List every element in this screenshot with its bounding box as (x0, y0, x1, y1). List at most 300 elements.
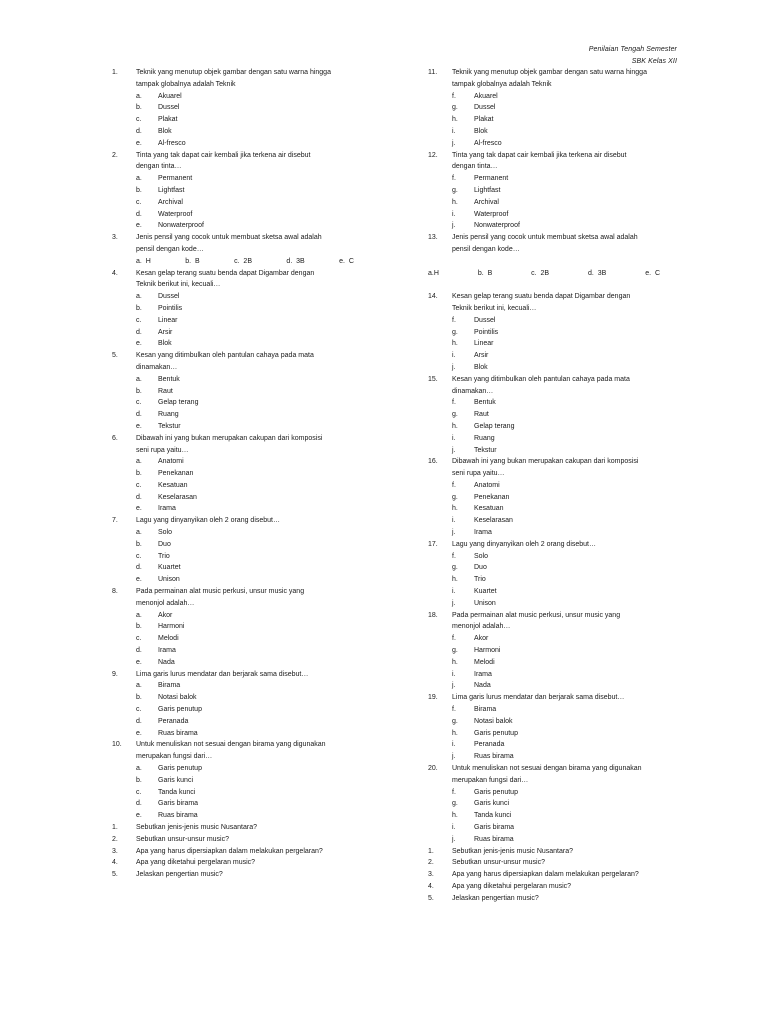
question-line (112, 79, 374, 91)
option-text: Kuartet (158, 564, 181, 572)
question-number: 14. (428, 293, 438, 301)
answer-option (112, 633, 374, 645)
option-text: Anatomi (158, 458, 184, 466)
answer-option (428, 114, 690, 126)
option-letter: e. (136, 340, 142, 348)
question-line (428, 692, 690, 704)
answer-option (428, 645, 690, 657)
option-letter: e. (136, 812, 142, 820)
option-text: Tekstur (158, 422, 181, 430)
question-line (428, 150, 690, 162)
option-letter: d. (136, 411, 142, 419)
answer-option (112, 810, 374, 822)
option-letter: b. (136, 104, 142, 112)
question-number: 18. (428, 611, 438, 619)
question-line (428, 79, 690, 91)
answer-option (645, 268, 660, 280)
option-text: Melodi (474, 658, 495, 666)
question-number: 19. (428, 694, 438, 702)
option-letter: b. (136, 186, 142, 194)
option-text: B (194, 257, 200, 265)
answer-option (112, 374, 374, 386)
option-letter: i. (452, 210, 456, 218)
essay-number: 2. (112, 835, 118, 843)
question-item (112, 67, 374, 150)
answer-option (112, 492, 374, 504)
option-text: Kesatuan (474, 505, 504, 513)
option-letter: e. (645, 269, 652, 277)
question-line (112, 445, 374, 457)
option-letter: a. (136, 682, 142, 690)
option-letter: d. (136, 564, 142, 572)
answer-option (428, 728, 690, 740)
question-number (112, 362, 136, 374)
answer-option (112, 562, 374, 574)
question-line (112, 751, 374, 763)
answer-option (112, 645, 374, 657)
option-text: Tanda kunci (474, 812, 512, 820)
option-text: Tanda kunci (158, 788, 196, 796)
question-text: pensil dengan kode… (452, 245, 520, 253)
essay-question (112, 834, 374, 846)
option-text: Nada (474, 682, 491, 690)
answer-option (428, 480, 690, 492)
option-letter: d. (136, 328, 142, 336)
question-item (112, 150, 374, 233)
answer-option (428, 787, 690, 799)
option-text: Notasi balok (158, 694, 197, 702)
essay-text: Apa yang diketahui pergelaran music? (452, 882, 572, 890)
option-letter: f. (452, 552, 456, 560)
option-text: Duo (474, 564, 487, 572)
answer-option (112, 456, 374, 468)
option-text: Akuarel (158, 92, 182, 100)
option-text: Al-fresco (158, 139, 186, 147)
option-letter: b. (136, 304, 142, 312)
option-letter: h. (452, 198, 458, 206)
option-letter: e. (136, 729, 142, 737)
option-letter: f. (452, 316, 456, 324)
option-text: Keselarasan (474, 517, 513, 525)
option-text: Trio (158, 552, 170, 560)
option-text: Dussel (158, 104, 180, 112)
essay-question (112, 869, 374, 881)
option-letter: e. (136, 139, 142, 147)
option-letter: i. (452, 517, 456, 525)
option-text: Solo (158, 529, 173, 537)
option-letter: f. (452, 788, 456, 796)
essay-text: Apa yang harus dipersiapkan dalam melakukan pergelaran? (136, 847, 323, 855)
option-letter: a. (136, 257, 142, 265)
answer-option (428, 680, 690, 692)
essay-question (428, 881, 690, 893)
answer-option (112, 728, 374, 740)
right-column (428, 67, 690, 905)
option-letter: d. (136, 800, 142, 808)
answer-option (234, 256, 252, 268)
option-letter: g. (452, 717, 458, 725)
question-number: 7. (112, 517, 118, 525)
option-letter: b. (185, 257, 192, 265)
answer-option (428, 138, 690, 150)
option-letter: d. (587, 269, 594, 277)
question-number: 9. (112, 670, 118, 678)
question-item (112, 586, 374, 669)
option-text: Anatomi (474, 481, 500, 489)
answer-option (112, 197, 374, 209)
answer-option (112, 209, 374, 221)
question-number: 2. (112, 151, 118, 159)
question-text: Lagu yang dinyanyikan oleh 2 orang disebut… (136, 517, 280, 525)
answer-option (428, 657, 690, 669)
answer-option (112, 397, 374, 409)
answer-option (428, 362, 690, 374)
question-item (112, 515, 374, 586)
option-letter: d. (136, 493, 142, 501)
option-text: Archival (474, 198, 499, 206)
answer-option (428, 327, 690, 339)
spacer (428, 256, 690, 268)
option-text: B (487, 269, 493, 277)
answer-option (428, 102, 690, 114)
question-number (428, 244, 452, 256)
option-letter: c. (136, 481, 142, 489)
option-letter: j. (452, 222, 456, 230)
question-text: pensil dengan kode… (136, 245, 204, 253)
question-text: Teknik yang menutup objek gambar dengan satu warna hingga (136, 69, 331, 76)
question-line (428, 374, 690, 386)
option-text: Garis kunci (474, 800, 510, 808)
question-line (428, 775, 690, 787)
question-number: 12. (428, 151, 438, 159)
option-letter: i. (452, 824, 456, 831)
answer-option (478, 268, 492, 280)
option-letter: j. (452, 139, 456, 147)
essay-question (428, 846, 690, 858)
answer-option (428, 397, 690, 409)
option-letter: c. (136, 788, 142, 796)
answer-option (428, 586, 690, 598)
option-text: Unison (474, 599, 496, 607)
essay-number: 3. (428, 871, 434, 879)
option-text: Birama (158, 682, 181, 690)
option-text: Garis penutup (158, 765, 202, 773)
option-letter: j. (452, 753, 456, 761)
question-text: Teknik berikut ini, kecuali… (452, 304, 537, 312)
option-text: C (654, 269, 660, 277)
option-letter: d. (136, 717, 142, 725)
option-text: Melodi (158, 635, 179, 643)
question-line (428, 763, 690, 775)
question-item (112, 268, 374, 351)
answer-option (112, 102, 374, 114)
option-text: Garis penutup (474, 729, 518, 737)
option-letter: j. (452, 529, 456, 537)
question-text: menonjol adalah… (136, 599, 195, 607)
question-number (428, 303, 452, 315)
option-letter: h. (452, 505, 458, 513)
option-letter: c. (136, 399, 142, 407)
option-text: Plakat (158, 116, 178, 124)
option-text: Bentuk (158, 375, 180, 383)
option-letter: a. (136, 175, 142, 183)
option-letter: f. (452, 635, 456, 643)
question-number (428, 386, 452, 398)
question-item (428, 150, 690, 233)
page-header (589, 44, 677, 68)
option-text: 3B (296, 257, 305, 265)
option-text: Ruang (474, 434, 495, 442)
option-text: Pointilis (158, 304, 183, 312)
question-text: Untuk menuliskan not sesuai dengan birama yang digunakan (136, 741, 326, 749)
answer-option (428, 798, 690, 810)
question-text: menonjol adalah… (452, 623, 511, 631)
option-letter: h. (452, 812, 458, 820)
option-text: Kesatuan (158, 481, 188, 489)
question-item (428, 291, 690, 374)
question-text: Lagu yang dinyanyikan oleh 2 orang disebut… (452, 540, 596, 548)
option-text: Harmoni (158, 623, 185, 631)
essay-text: Apa yang harus dipersiapkan dalam melakukan pergelaran? (452, 871, 639, 879)
answer-option (428, 421, 690, 433)
option-text: Irama (158, 647, 176, 655)
option-text: Arsir (474, 352, 489, 360)
essay-text: Sebutkan jenis-jenis music Nusantara? (452, 847, 574, 855)
option-letter: f. (452, 175, 456, 183)
question-text: Tinta yang tak dapat cair kembali jika terkena air disebut (452, 151, 627, 159)
option-text: Irama (158, 505, 176, 513)
option-text: Penekanan (158, 470, 194, 478)
option-letter: e. (339, 257, 345, 265)
answer-option (428, 739, 690, 751)
option-letter: f. (452, 399, 456, 407)
question-line (428, 303, 690, 315)
option-text: Garis kunci (158, 776, 194, 784)
question-number: 8. (112, 588, 118, 596)
option-text: H (433, 269, 439, 277)
answer-option (428, 716, 690, 728)
option-letter: e. (136, 576, 142, 584)
question-number: 16. (428, 458, 438, 466)
question-number (112, 751, 136, 763)
option-letter: c. (136, 198, 142, 206)
question-text: Untuk menuliskan not sesuai dengan birama yang digunakan (452, 765, 642, 773)
question-number: 17. (428, 540, 438, 548)
option-letter: h. (452, 116, 458, 124)
essay-text: Sebutkan jenis-jenis music Nusantara? (136, 824, 258, 831)
answer-option (428, 562, 690, 574)
option-text: Ruang (158, 411, 179, 419)
essay-number: 4. (112, 859, 118, 867)
question-number (428, 775, 452, 787)
question-line (428, 621, 690, 633)
option-letter: i. (452, 670, 456, 678)
answer-option (112, 338, 374, 350)
question-text: Pada permainan alat music perkusi, unsur music yang (452, 611, 621, 619)
question-line (428, 244, 690, 256)
answer-option (112, 551, 374, 563)
option-text: Permanent (158, 175, 193, 183)
option-text: Garis penutup (158, 706, 202, 714)
answer-option (588, 268, 606, 280)
answer-option (286, 256, 304, 268)
option-letter: i. (452, 588, 456, 596)
answer-option (112, 787, 374, 799)
inline-options (112, 256, 374, 268)
option-text: Trio (474, 576, 486, 584)
option-letter: g. (452, 493, 458, 501)
essay-text: Sebutkan unsur-unsur music? (136, 835, 229, 843)
answer-option (428, 669, 690, 681)
answer-option (428, 173, 690, 185)
option-text: H (145, 257, 151, 265)
option-text: Blok (474, 363, 488, 371)
option-text: Garis birama (474, 824, 515, 831)
option-letter: d. (136, 647, 142, 655)
question-line (112, 598, 374, 610)
answer-option (112, 680, 374, 692)
option-text: Irama (474, 670, 492, 678)
option-text: Gelap terang (474, 422, 515, 430)
question-item (428, 763, 690, 846)
question-number (428, 621, 452, 633)
option-text: Peranada (474, 741, 505, 749)
answer-option (112, 185, 374, 197)
option-text: Harmoni (474, 647, 501, 655)
question-line (428, 610, 690, 622)
question-text: dinamakan… (452, 387, 494, 395)
answer-option (428, 409, 690, 421)
option-letter: i. (452, 741, 456, 749)
option-letter: a. (136, 293, 142, 301)
answer-option (112, 91, 374, 103)
answer-option (112, 704, 374, 716)
question-item (112, 350, 374, 433)
option-text: Al-fresco (474, 139, 502, 147)
question-text: merupakan fungsi dari… (452, 776, 529, 784)
question-number (428, 79, 452, 91)
answer-option (112, 303, 374, 315)
answer-option (112, 173, 374, 185)
answer-option (112, 409, 374, 421)
option-text: Solo (474, 552, 489, 560)
question-text: Jenis pensil yang cocok untuk membuat sketsa awal adalah (452, 234, 638, 242)
question-item (428, 67, 690, 150)
option-text: Lightfast (474, 186, 501, 194)
answer-option (428, 503, 690, 515)
question-text: Kesan yang ditimbulkan oleh pantulan cahaya pada mata (452, 375, 630, 383)
answer-option (428, 598, 690, 610)
question-text: Dibawah ini yang bukan merupakan cakupan dari komposisi (452, 458, 639, 466)
answer-option (428, 338, 690, 350)
essay-number: 5. (112, 871, 118, 879)
option-text: 2B (243, 257, 252, 265)
question-line (428, 291, 690, 303)
option-text: Blok (474, 127, 488, 135)
answer-option (428, 515, 690, 527)
question-line (112, 268, 374, 280)
option-letter: b. (136, 540, 142, 548)
question-line (428, 161, 690, 173)
option-text: C (348, 257, 354, 265)
option-letter: g. (452, 186, 458, 194)
option-letter: h. (452, 658, 458, 666)
answer-option (112, 421, 374, 433)
option-text: Garis birama (158, 800, 199, 808)
answer-option (112, 138, 374, 150)
essay-number: 2. (428, 859, 434, 867)
question-number (112, 598, 136, 610)
option-letter: j. (452, 363, 456, 371)
option-text: Peranada (158, 717, 189, 725)
answer-option (339, 256, 354, 268)
option-text: Pointilis (474, 328, 499, 336)
answer-option (428, 492, 690, 504)
question-number: 15. (428, 375, 438, 383)
question-line (112, 433, 374, 445)
question-text: Teknik berikut ini, kecuali… (136, 281, 221, 289)
option-text: Ruas birama (474, 835, 514, 843)
question-line (112, 362, 374, 374)
answer-option (112, 114, 374, 126)
answer-option (112, 657, 374, 669)
option-letter: e. (136, 505, 142, 513)
question-text: seni rupa yaitu… (136, 446, 189, 454)
option-letter: a. (136, 611, 142, 619)
answer-option (428, 220, 690, 232)
question-item (428, 456, 690, 539)
question-text: Kesan gelap terang suatu benda dapat Digambar dengan (452, 293, 631, 301)
question-text: Dibawah ini yang bukan merupakan cakupan dari komposisi (136, 434, 323, 442)
answer-option (112, 503, 374, 515)
option-letter: j. (452, 599, 456, 607)
answer-option (112, 621, 374, 633)
essay-number: 1. (428, 847, 434, 855)
answer-option (428, 315, 690, 327)
answer-option (112, 327, 374, 339)
question-item (112, 739, 374, 822)
answer-option (112, 539, 374, 551)
option-letter: c. (531, 269, 537, 277)
option-letter: g. (452, 564, 458, 572)
option-letter: a. (136, 92, 142, 100)
question-item (112, 433, 374, 516)
question-item (428, 610, 690, 693)
essay-question (428, 869, 690, 881)
question-line (112, 161, 374, 173)
option-letter: g. (452, 647, 458, 655)
answer-option (428, 751, 690, 763)
option-text: Irama (474, 529, 492, 537)
option-letter: c. (136, 316, 142, 324)
question-item (112, 232, 374, 267)
question-text: Kesan gelap terang suatu benda dapat Digambar dengan (136, 269, 315, 277)
answer-option (112, 126, 374, 138)
essay-number: 1. (112, 824, 118, 831)
answer-option (112, 291, 374, 303)
option-letter: c. (136, 116, 142, 124)
question-text: merupakan fungsi dari… (136, 753, 213, 761)
answer-option (112, 315, 374, 327)
option-text: Notasi balok (474, 717, 513, 725)
answer-option (112, 610, 374, 622)
option-letter: c. (136, 552, 142, 560)
spacer (428, 279, 690, 291)
answer-option (428, 527, 690, 539)
answer-option (185, 256, 199, 268)
question-number: 3. (112, 234, 118, 242)
question-text: Pada permainan alat music perkusi, unsur music yang (136, 588, 305, 596)
